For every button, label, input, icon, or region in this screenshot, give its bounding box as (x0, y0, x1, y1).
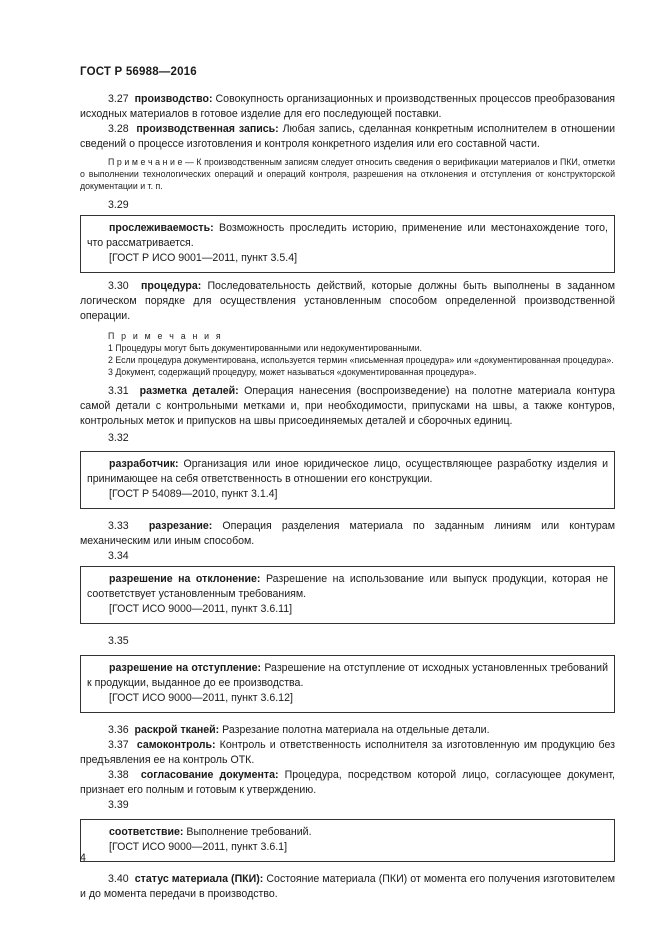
entry-term: разрешение на отступление: (109, 662, 262, 674)
entry-3-34 (87, 572, 608, 602)
note-item: 1 Процедуры могут быть документированными или недокументированными. (108, 343, 422, 353)
entry-3-31 (80, 384, 615, 429)
quoted-definition-box (80, 819, 615, 862)
entry-definition: Любая запись, сделанная конкретным исполнителем в отношении сведений о процессе изготовления и контроля конкретного изделия или его составной части. (80, 123, 616, 150)
entry-term: соответствие: (109, 826, 184, 838)
entry-number: 3.36 (108, 724, 129, 736)
quoted-definition-box (80, 566, 615, 624)
document-body (80, 92, 615, 902)
entry-term: согласование документа: (140, 769, 279, 781)
entry-3-36 (80, 723, 615, 738)
entry-definition: Организация или иное юридическое лицо, осуществляющее разработку изделия и принимающее на себя ответственность в отношении его конструкции. (87, 458, 608, 485)
entry-number: 3.33 (108, 520, 129, 532)
entry-definition: Разрешение на использование или выпуск продукции, которая не соответствует установленным требованиям. (87, 573, 608, 600)
entry-3-32 (87, 457, 608, 487)
entry-number: 3.31 (108, 385, 129, 397)
entry-number: 3.39 (108, 799, 129, 811)
entry-3-37 (80, 738, 615, 768)
source-reference: [ГОСТ ИСО 9000—2011, пункт 3.6.12] (109, 692, 293, 704)
quoted-definition-box (80, 215, 615, 273)
entry-definition: Разрешение на отступление от исходных установленных требований к продукции, выданное до ее производства. (87, 662, 608, 689)
entry-term: производство: (134, 93, 213, 105)
entry-3-40 (80, 872, 615, 902)
document-header: ГОСТ Р 56988—2016 (80, 66, 197, 78)
entry-number: 3.29 (108, 199, 129, 211)
entry-number: 3.28 (108, 123, 129, 135)
entry-definition: Разрезание полотна материала на отдельные детали. (222, 724, 490, 736)
entry-number: 3.40 (108, 873, 129, 885)
entry-term: разметка деталей: (139, 385, 239, 397)
entry-term: прослеживаемость: (109, 222, 214, 234)
entry-3-30 (80, 279, 615, 324)
note-item: 3 Документ, содержащий процедуру, может называться «документированная процедура». (108, 367, 477, 377)
entry-number: 3.38 (108, 769, 129, 781)
entry-definition: Последовательность действий, которые должны быть выполнены в заданном логическом порядке для осуществления установленным способом определенной производственной операции. (80, 280, 615, 322)
entry-term: разрезание: (148, 520, 213, 532)
entry-term: процедура: (141, 280, 202, 292)
page-number: 4 (80, 852, 86, 864)
entry-number: 3.35 (108, 635, 129, 647)
entry-term: раскрой тканей: (134, 724, 220, 736)
source-reference: [ГОСТ Р ИСО 9001—2011, пункт 3.5.4] (109, 252, 298, 264)
source-reference: [ГОСТ Р 54089—2010, пункт 3.1.4] (109, 488, 278, 500)
entry-note: П р и м е ч а н и е — К производственным записям следует относить сведения о верификации материалов и ПКИ, отметки о выполнении технологических операций и операций контроля, разрешения на отклонения и отступления от конструкторской документации и т. п. (80, 157, 615, 191)
entry-number: 3.37 (108, 739, 129, 751)
entry-3-33 (80, 519, 615, 549)
entry-term: статус материала (ПКИ): (134, 873, 264, 885)
entry-3-39 (87, 825, 608, 840)
entry-definition: Возможность проследить историю, применение или местонахождение того, что рассматривается. (87, 222, 608, 249)
notes-heading: П р и м е ч а н и я (108, 331, 223, 341)
entry-number: 3.32 (108, 432, 129, 444)
entry-term: производственная запись: (136, 123, 279, 135)
entry-definition: Контроль и ответственность исполнителя за изготовленную им продукцию без предъявления ее на контроль ОТК. (80, 739, 615, 766)
entry-number: 3.34 (108, 550, 129, 562)
source-reference: [ГОСТ ИСО 9000—2011, пункт 3.6.1] (109, 841, 288, 853)
entry-term: разработчик: (109, 458, 179, 470)
entry-term: самоконтроль: (136, 739, 216, 751)
entry-3-28 (80, 122, 615, 152)
entry-definition: Процедура, посредством которой лицо, согласующее документ, признает его полным и готовым к утверждению. (80, 769, 615, 796)
entry-definition: Совокупность организационных и производственных процессов преобразования исходных материалов в готовое изделие для его последующей поставки. (80, 93, 615, 120)
entry-definition: Операция разделения материала по заданным линиям или контурам механическим или иным способом. (80, 520, 615, 547)
entry-definition: Операция нанесения (воспроизведение) на полотне материала контура самой детали с контрольными метками и, при необходимости, припусками на швы, а также контуров, контрольных меток и припусков на швы присоединяемых деталей и сборочных единиц. (80, 385, 615, 427)
entry-3-27 (80, 92, 615, 122)
entry-number: 3.27 (108, 93, 129, 105)
entry-number: 3.30 (108, 280, 129, 292)
quoted-definition-box (80, 451, 615, 509)
entry-3-35 (87, 661, 608, 691)
entry-3-38 (80, 768, 615, 798)
entry-definition: Состояние материала (ПКИ) от момента его получения изготовителем и до момента передачи в производство. (80, 873, 615, 900)
entry-3-29 (87, 221, 608, 251)
note-item: 2 Если процедура документирована, используется термин «письменная процедура» или «документированная процедура». (108, 355, 614, 365)
entry-definition: Выполнение требований. (186, 826, 312, 838)
quoted-definition-box (80, 655, 615, 713)
source-reference: [ГОСТ ИСО 9000—2011, пункт 3.6.11] (109, 603, 293, 615)
entry-term: разрешение на отклонение: (109, 573, 261, 585)
